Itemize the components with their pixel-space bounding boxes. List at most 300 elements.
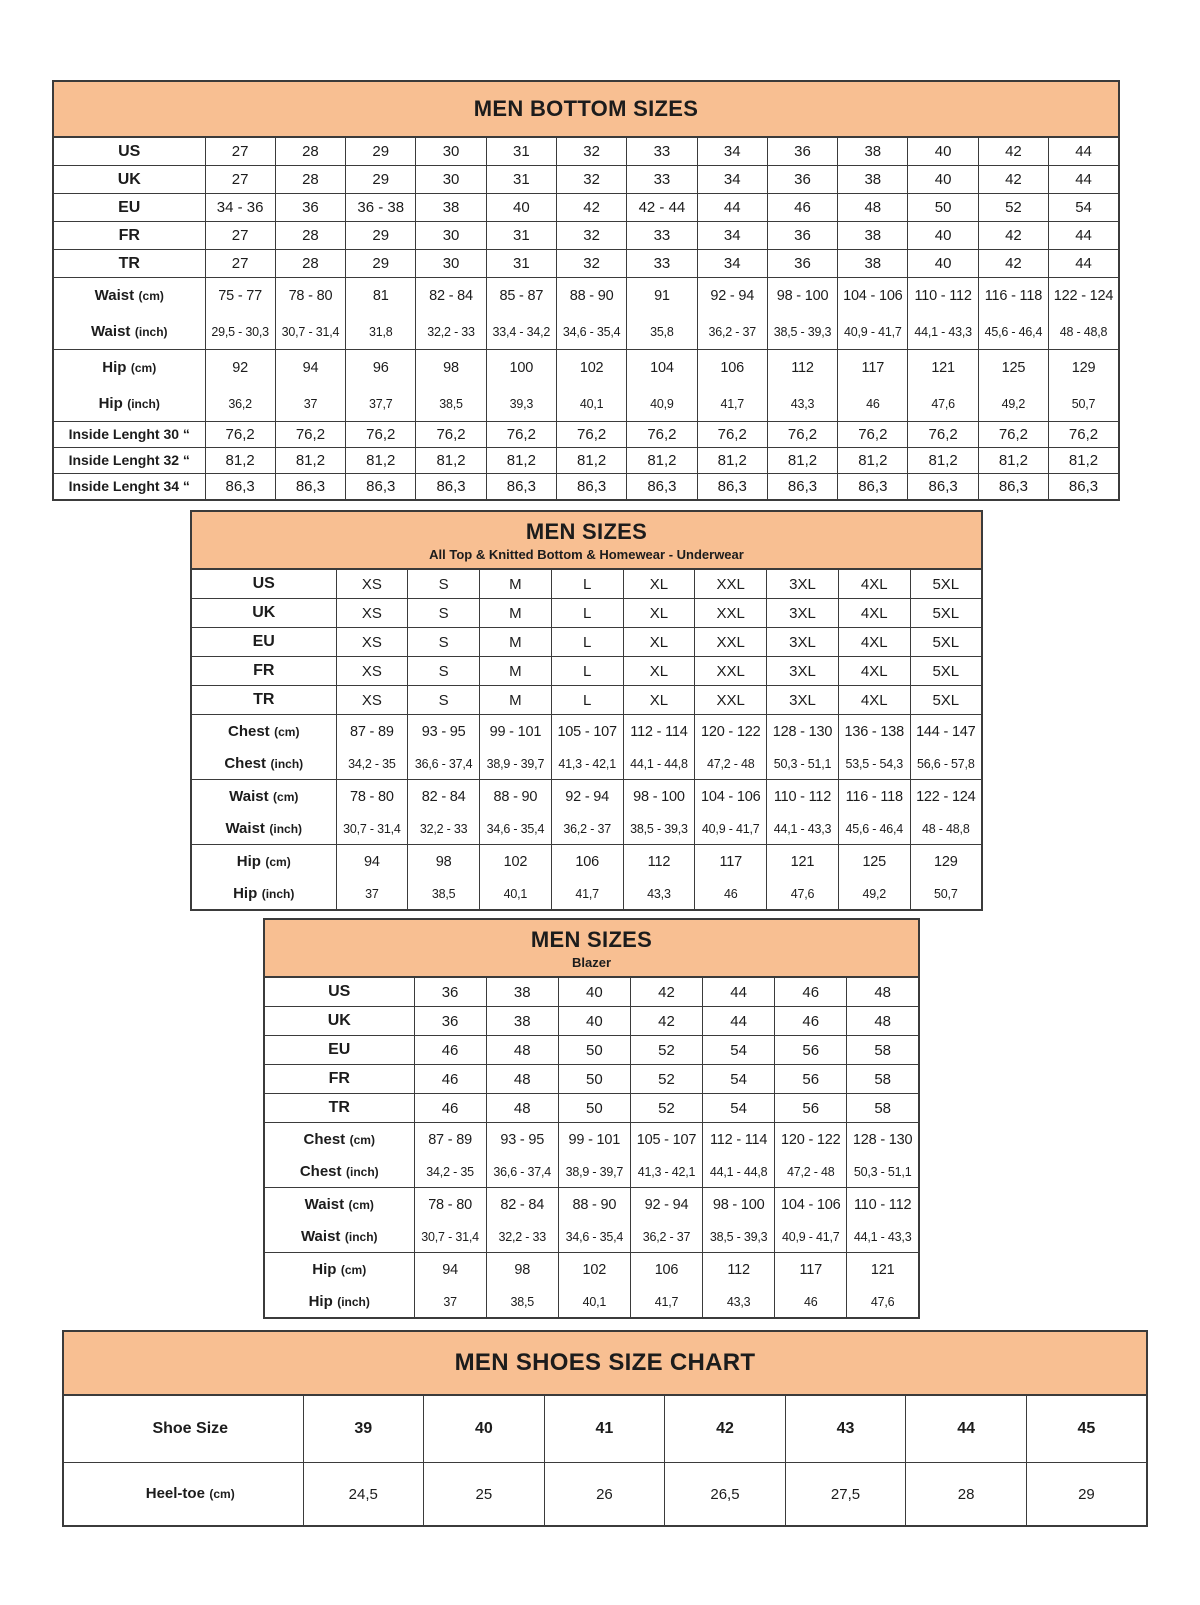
value-cell: 125 [978, 350, 1048, 387]
value-cell: XXL [695, 599, 767, 628]
value-cell: 41,7 [551, 878, 623, 910]
value-cell: 34,2 - 35 [414, 1156, 486, 1188]
value-cell: 38 [838, 250, 908, 278]
value-cell: XS [336, 569, 408, 599]
value-cell: 50 [558, 1094, 630, 1123]
value-cell: 44 [1049, 222, 1119, 250]
table-row [53, 250, 1119, 278]
value-cell: 3XL [767, 686, 839, 715]
row-label-cell [53, 314, 205, 350]
men-bottom-sizes-section [52, 80, 1120, 501]
value-cell: 41 [544, 1395, 665, 1463]
row-label: EU [118, 198, 141, 216]
value-cell: 81,2 [205, 448, 275, 474]
value-cell: 98 [486, 1253, 558, 1287]
value-cell: 41,7 [697, 386, 767, 422]
value-cell: 47,6 [908, 386, 978, 422]
value-cell: 54 [703, 1094, 775, 1123]
value-cell: 33 [627, 166, 697, 194]
value-cell: 36 [414, 977, 486, 1007]
value-cell: 102 [558, 1253, 630, 1287]
row-label-cell [264, 1123, 414, 1157]
value-cell: 48 [486, 1065, 558, 1094]
value-cell: 33 [627, 250, 697, 278]
value-cell: 44,1 - 43,3 [908, 314, 978, 350]
value-cell: 48 [847, 977, 919, 1007]
value-cell: 110 - 112 [767, 780, 839, 814]
value-cell: 85 - 87 [486, 278, 556, 315]
value-cell: 52 [630, 1065, 702, 1094]
value-cell: 44 [703, 977, 775, 1007]
men-sizes-blazer-header [264, 919, 919, 977]
value-cell: 38 [486, 977, 558, 1007]
value-cell: 3XL [767, 628, 839, 657]
table-row [264, 1065, 919, 1094]
value-cell: 40,1 [558, 1286, 630, 1318]
men-bottom-sizes-table [52, 80, 1120, 501]
value-cell: 120 - 122 [775, 1123, 847, 1157]
value-cell: 40,9 - 41,7 [838, 314, 908, 350]
value-cell: 38 [838, 137, 908, 166]
row-label-unit: (cm) [138, 289, 164, 303]
row-label-cell [264, 1188, 414, 1222]
men-shoes-size-chart-table [62, 1330, 1148, 1527]
value-cell: 112 [623, 845, 695, 879]
value-cell: 40 [908, 250, 978, 278]
value-cell: 48 [838, 194, 908, 222]
row-label-cell [191, 569, 336, 599]
value-cell: 128 - 130 [847, 1123, 919, 1157]
table-row [191, 628, 982, 657]
value-cell: 40 [908, 222, 978, 250]
value-cell: 86,3 [767, 474, 837, 501]
value-cell: 98 [416, 350, 486, 387]
value-cell: 54 [703, 1065, 775, 1094]
value-cell: L [551, 657, 623, 686]
value-cell: 122 - 124 [1049, 278, 1119, 315]
value-cell: 52 [978, 194, 1048, 222]
row-label-cell [53, 222, 205, 250]
row-label-cell [53, 278, 205, 315]
table-header-row [53, 81, 1119, 137]
row-label-unit: (inch) [344, 1229, 378, 1244]
row-label-cell [264, 1065, 414, 1094]
value-cell: 40 [558, 977, 630, 1007]
value-cell: 82 - 84 [408, 780, 480, 814]
row-label-cell [191, 780, 336, 814]
value-cell: 104 [627, 350, 697, 387]
table-row [191, 686, 982, 715]
value-cell: 50 [908, 194, 978, 222]
value-cell: 98 - 100 [703, 1188, 775, 1222]
value-cell: 122 - 124 [910, 780, 982, 814]
value-cell: 40,1 [556, 386, 626, 422]
value-cell: 78 - 80 [275, 278, 345, 315]
value-cell: 28 [275, 222, 345, 250]
value-cell: 5XL [910, 686, 982, 715]
row-label: US [252, 575, 275, 592]
value-cell: 50,3 - 51,1 [767, 748, 839, 780]
value-cell: 49,2 [978, 386, 1048, 422]
value-cell: 76,2 [416, 422, 486, 448]
value-cell: 30 [416, 250, 486, 278]
row-label: Inside Lenght 32 “ [68, 451, 190, 468]
value-cell: 50 [558, 1065, 630, 1094]
row-label-unit: (inch) [270, 756, 304, 771]
value-cell: 56 [775, 1036, 847, 1065]
table-header-row [63, 1331, 1147, 1395]
value-cell: 41,3 - 42,1 [630, 1156, 702, 1188]
table-row [191, 845, 982, 879]
value-cell: S [408, 569, 480, 599]
value-cell: 36 [767, 222, 837, 250]
row-label: US [118, 142, 141, 160]
value-cell: 86,3 [1049, 474, 1119, 501]
value-cell: 45,6 - 46,4 [838, 813, 910, 845]
row-label-cell [264, 1007, 414, 1036]
value-cell: L [551, 628, 623, 657]
value-cell: 38,9 - 39,7 [558, 1156, 630, 1188]
value-cell: S [408, 657, 480, 686]
value-cell: 34 [697, 222, 767, 250]
row-label-cell [53, 194, 205, 222]
row-label-unit: (inch) [345, 1164, 379, 1179]
value-cell: 27 [205, 222, 275, 250]
value-cell: 30,7 - 31,4 [275, 314, 345, 350]
row-label: Heel-toe [145, 1485, 205, 1502]
value-cell: 46 [767, 194, 837, 222]
value-cell: 36,2 [205, 386, 275, 422]
row-label-cell [264, 1036, 414, 1065]
value-cell: 50 [558, 1036, 630, 1065]
value-cell: 3XL [767, 657, 839, 686]
value-cell: 34 [697, 137, 767, 166]
value-cell: L [551, 599, 623, 628]
table-subtitle: Blazer [571, 954, 612, 970]
value-cell: XS [336, 686, 408, 715]
value-cell: 44 [906, 1395, 1027, 1463]
row-label-cell [53, 250, 205, 278]
value-cell: 44,1 - 43,3 [767, 813, 839, 845]
value-cell: 106 [697, 350, 767, 387]
value-cell: 31 [486, 250, 556, 278]
row-label: Waist [300, 1227, 341, 1245]
value-cell: 36 [767, 166, 837, 194]
row-label-cell [191, 599, 336, 628]
value-cell: 58 [847, 1094, 919, 1123]
row-label-unit: (cm) [340, 1262, 367, 1277]
value-cell: 4XL [838, 628, 910, 657]
value-cell: 110 - 112 [847, 1188, 919, 1222]
value-cell: 32,2 - 33 [486, 1221, 558, 1253]
table-row [264, 1123, 919, 1157]
value-cell: 86,3 [838, 474, 908, 501]
value-cell: 81,2 [838, 448, 908, 474]
value-cell: 34,6 - 35,4 [480, 813, 552, 845]
table-title: MEN SIZES [525, 518, 648, 544]
table-row [63, 1463, 1147, 1527]
value-cell: 86,3 [627, 474, 697, 501]
value-cell: 100 [486, 350, 556, 387]
value-cell: 76,2 [486, 422, 556, 448]
value-cell: S [408, 686, 480, 715]
value-cell: 46 [414, 1065, 486, 1094]
row-label-unit: (inch) [261, 886, 295, 901]
value-cell: 43,3 [767, 386, 837, 422]
value-cell: 136 - 138 [838, 715, 910, 749]
value-cell: 81,2 [908, 448, 978, 474]
row-label: Waist [304, 1195, 345, 1213]
value-cell: 104 - 106 [775, 1188, 847, 1222]
value-cell: 102 [480, 845, 552, 879]
value-cell: 87 - 89 [336, 715, 408, 749]
value-cell: 144 - 147 [910, 715, 982, 749]
value-cell: 42 [978, 222, 1048, 250]
value-cell: 76,2 [697, 422, 767, 448]
value-cell: 117 [838, 350, 908, 387]
value-cell: 76,2 [205, 422, 275, 448]
value-cell: 81,2 [697, 448, 767, 474]
table-row [53, 474, 1119, 501]
value-cell: 112 - 114 [623, 715, 695, 749]
value-cell: 42 [978, 166, 1048, 194]
value-cell: 40 [908, 137, 978, 166]
value-cell: 40 [908, 166, 978, 194]
table-title: MEN SHOES SIZE CHART [454, 1349, 756, 1376]
value-cell: 56 [775, 1065, 847, 1094]
value-cell: 46 [775, 1007, 847, 1036]
row-label: Hip [312, 1260, 337, 1278]
value-cell: 33 [627, 222, 697, 250]
value-cell: 76,2 [275, 422, 345, 448]
value-cell: 102 [556, 350, 626, 387]
value-cell: 46 [838, 386, 908, 422]
value-cell: 42 [978, 137, 1048, 166]
value-cell: 37 [275, 386, 345, 422]
value-cell: 48 - 48,8 [1049, 314, 1119, 350]
row-label-cell [264, 977, 414, 1007]
value-cell: 47,6 [767, 878, 839, 910]
value-cell: 38,5 - 39,3 [767, 314, 837, 350]
value-cell: 43,3 [703, 1286, 775, 1318]
value-cell: 53,5 - 54,3 [838, 748, 910, 780]
value-cell: XS [336, 599, 408, 628]
value-cell: 76,2 [978, 422, 1048, 448]
table-row [53, 314, 1119, 350]
table-row [264, 1286, 919, 1318]
row-label-unit: (cm) [273, 789, 299, 804]
value-cell: 46 [414, 1036, 486, 1065]
value-cell: 86,3 [275, 474, 345, 501]
value-cell: 28 [275, 166, 345, 194]
table-row [191, 813, 982, 845]
value-cell: 98 - 100 [767, 278, 837, 315]
value-cell: 56,6 - 57,8 [910, 748, 982, 780]
value-cell: 29 [1026, 1463, 1147, 1527]
value-cell: 88 - 90 [480, 780, 552, 814]
value-cell: 28 [275, 250, 345, 278]
row-label-cell [191, 878, 336, 910]
table-row [264, 1156, 919, 1188]
value-cell: M [480, 628, 552, 657]
value-cell: M [480, 657, 552, 686]
value-cell: 105 - 107 [551, 715, 623, 749]
row-label: Inside Lenght 34 “ [68, 477, 190, 494]
table-row [53, 222, 1119, 250]
row-label-cell [63, 1395, 303, 1463]
value-cell: 54 [703, 1036, 775, 1065]
value-cell: 43 [785, 1395, 906, 1463]
value-cell: 33,4 - 34,2 [486, 314, 556, 350]
table-row [53, 166, 1119, 194]
value-cell: 75 - 77 [205, 278, 275, 315]
value-cell: 37 [414, 1286, 486, 1318]
value-cell: 30 [416, 222, 486, 250]
row-label-cell [191, 715, 336, 749]
row-label-unit: (cm) [130, 361, 157, 375]
value-cell: 48 - 48,8 [910, 813, 982, 845]
row-label-cell [264, 1221, 414, 1253]
value-cell: XL [623, 599, 695, 628]
value-cell: 47,2 - 48 [695, 748, 767, 780]
value-cell: 44 [703, 1007, 775, 1036]
value-cell: 38 [838, 222, 908, 250]
table-row [53, 278, 1119, 315]
table-subtitle: All Top & Knitted Bottom & Homewear - Underwear [429, 546, 744, 562]
row-label: Chest [299, 1162, 342, 1180]
value-cell: 29 [346, 222, 416, 250]
value-cell: 58 [847, 1036, 919, 1065]
row-label-cell [264, 1156, 414, 1188]
table-row [191, 780, 982, 814]
value-cell: 34 [697, 250, 767, 278]
row-label: UK [117, 170, 141, 188]
value-cell: 81,2 [556, 448, 626, 474]
value-cell: 44,1 - 43,3 [847, 1221, 919, 1253]
value-cell: 40,9 - 41,7 [775, 1221, 847, 1253]
value-cell: XS [336, 657, 408, 686]
value-cell: 92 - 94 [630, 1188, 702, 1222]
value-cell: 40,9 [627, 386, 697, 422]
value-cell: 112 - 114 [703, 1123, 775, 1157]
value-cell: 105 - 107 [630, 1123, 702, 1157]
value-cell: 36 [275, 194, 345, 222]
value-cell: 112 [703, 1253, 775, 1287]
value-cell: 81 [346, 278, 416, 315]
row-label-cell [53, 474, 205, 501]
value-cell: 110 - 112 [908, 278, 978, 315]
value-cell: 34 - 36 [205, 194, 275, 222]
value-cell: 54 [1049, 194, 1119, 222]
value-cell: 81,2 [416, 448, 486, 474]
row-label-cell [191, 686, 336, 715]
value-cell: 36 [767, 250, 837, 278]
value-cell: XXL [695, 628, 767, 657]
value-cell: 76,2 [767, 422, 837, 448]
value-cell: 30,7 - 31,4 [336, 813, 408, 845]
men-sizes-top-header [191, 511, 982, 569]
value-cell: 50,7 [910, 878, 982, 910]
row-label: Hip [98, 394, 123, 412]
row-label: TR [328, 1099, 350, 1116]
value-cell: 4XL [838, 569, 910, 599]
value-cell: 5XL [910, 599, 982, 628]
table-row [264, 1221, 919, 1253]
value-cell: 81,2 [1049, 448, 1119, 474]
value-cell: 33 [627, 137, 697, 166]
value-cell: 39 [303, 1395, 424, 1463]
row-label: FR [118, 226, 140, 244]
value-cell: XL [623, 686, 695, 715]
value-cell: 76,2 [838, 422, 908, 448]
value-cell: M [480, 569, 552, 599]
row-label: Hip [102, 359, 127, 376]
value-cell: 116 - 118 [838, 780, 910, 814]
value-cell: 106 [630, 1253, 702, 1287]
value-cell: 38,5 [408, 878, 480, 910]
value-cell: 30 [416, 166, 486, 194]
table-row [191, 657, 982, 686]
value-cell: 44,1 - 44,8 [703, 1156, 775, 1188]
value-cell: 38,5 - 39,3 [623, 813, 695, 845]
value-cell: 44 [1049, 166, 1119, 194]
row-label-unit: (inch) [134, 324, 168, 339]
row-label: Chest [228, 722, 270, 740]
value-cell: 82 - 84 [416, 278, 486, 315]
value-cell: 24,5 [303, 1463, 424, 1527]
row-label-cell [264, 1286, 414, 1318]
value-cell: 44 [697, 194, 767, 222]
value-cell: 36 [767, 137, 837, 166]
table-header-row [191, 511, 982, 569]
value-cell: 28 [275, 137, 345, 166]
value-cell: 28 [906, 1463, 1027, 1527]
value-cell: 86,3 [978, 474, 1048, 501]
value-cell: 39,3 [486, 386, 556, 422]
value-cell: 38 [838, 166, 908, 194]
row-label: EU [328, 1041, 351, 1058]
value-cell: 25 [424, 1463, 545, 1527]
men-sizes-blazer-section [263, 918, 920, 1319]
value-cell: 120 - 122 [695, 715, 767, 749]
row-label-cell [191, 628, 336, 657]
value-cell: 52 [630, 1036, 702, 1065]
value-cell: 38 [486, 1007, 558, 1036]
value-cell: 36 [414, 1007, 486, 1036]
table-row [53, 194, 1119, 222]
value-cell: 32 [556, 222, 626, 250]
value-cell: 47,6 [847, 1286, 919, 1318]
row-label: Waist [225, 819, 265, 837]
value-cell: 56 [775, 1094, 847, 1123]
value-cell: 94 [414, 1253, 486, 1287]
value-cell: 30 [416, 137, 486, 166]
value-cell: 31 [486, 222, 556, 250]
value-cell: 36 - 38 [346, 194, 416, 222]
value-cell: 41,3 - 42,1 [551, 748, 623, 780]
value-cell: 29 [346, 166, 416, 194]
value-cell: 31,8 [346, 314, 416, 350]
table-row [63, 1395, 1147, 1463]
value-cell: 58 [847, 1065, 919, 1094]
row-label: Waist [94, 287, 135, 304]
value-cell: 44,1 - 44,8 [623, 748, 695, 780]
value-cell: 92 - 94 [551, 780, 623, 814]
table-row [191, 715, 982, 749]
value-cell: XL [623, 657, 695, 686]
value-cell: 45,6 - 46,4 [978, 314, 1048, 350]
value-cell: 41,7 [630, 1286, 702, 1318]
